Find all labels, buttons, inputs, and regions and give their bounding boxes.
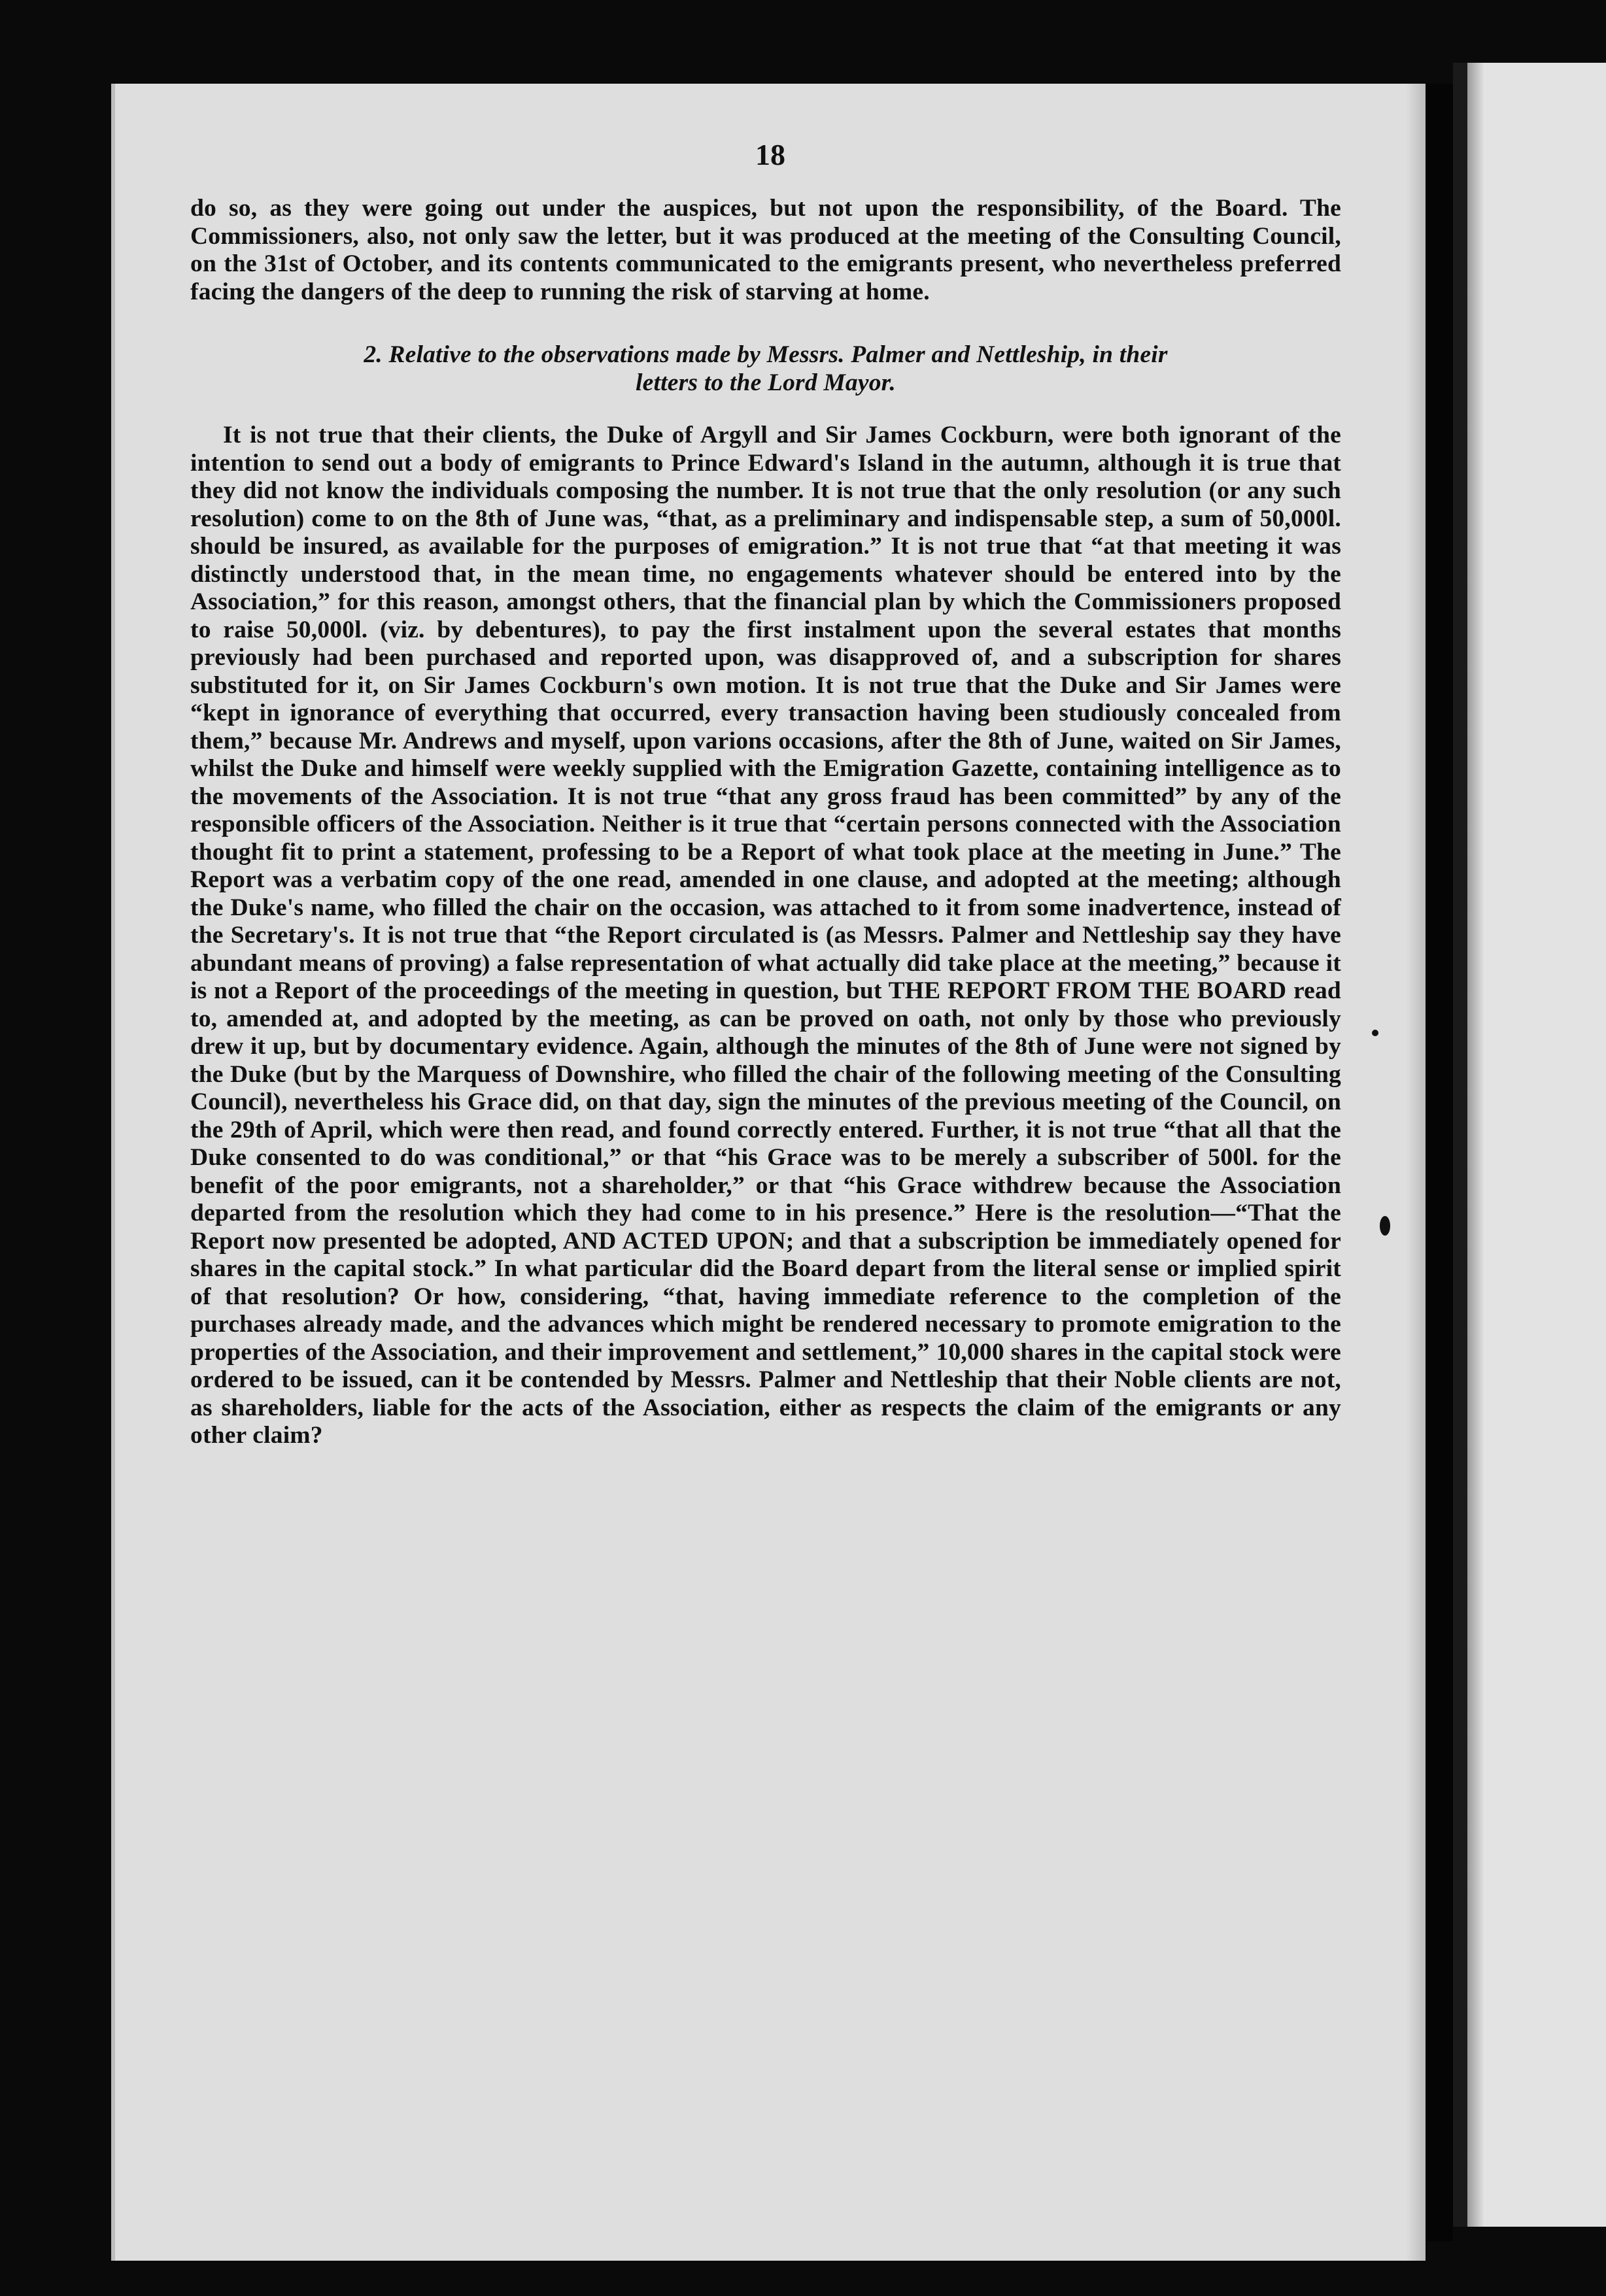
document-page — [111, 84, 1426, 2261]
page-text — [190, 195, 1341, 1450]
section-heading-line-2: letters to the Lord Mayor. — [636, 369, 896, 396]
ink-speck — [1380, 1216, 1390, 1236]
ink-speck — [1372, 1030, 1378, 1036]
page-number: 18 — [755, 138, 785, 171]
page-fold-shadow — [1467, 63, 1484, 2227]
binding-shadow — [1424, 84, 1453, 2241]
section-heading-line-1: 2. Relative to the observations made by Messrs. Palmer and Nettleship, in their — [364, 341, 1168, 368]
opening-paragraph: do so, as they were going out under the auspices, but not upon the responsibility, of the Board. The Commissioners, also, not only saw the letter, but it was produced at the meeting of the Consulting Council, on the 31st of October, and its contents communicated to the emigrants present, who nevertheless preferred facing the dangers of the deep to running the risk of starving at home. — [190, 195, 1341, 305]
body-paragraph: It is not true that their clients, the Duke of Argyll and Sir James Cockburn, were both ignorant of the intention to send out a body of emigrants to Prince Edward's Island in the autumn, although it is true that they did not know the individuals composing the number. It is not true that the only resolution (or any such resolution) come to on the 8th of June was, “that, as a preliminary and indispensable step, a sum of 50,000l. should be insured, as available for the purposes of emigration.” It is not true that “at that meeting it was distinctly understood that, in the mean time, no engagements whatever should be entered into by the Association,” for this reason, amongst others, that the financial plan by which the Commissioners proposed to raise 50,000l. (viz. by debentures), to pay the first instalment upon the several estates that months previously had been purchased and reported upon, was disapproved of, and a subscription for shares substituted for it, on Sir James Cockburn's own motion. It is not true that the Duke and Sir James were “kept in ignorance of everything that occurred, every transaction having been studiously concealed from them,” because Mr. Andrews and myself, upon varions occasions, after the 8th of June, waited on Sir James, whilst the Duke and himself were weekly supplied with the Emigration Gazette, containing intelligence as to the movements of the Association. It is not true “that any gross fraud has been committed” by any of the responsible officers of the Association. Neither is it true that “certain persons connected with the Association thought fit to print a statement, professing to be a Report of what took place at the meeting in June.” The Report was a verbatim copy of the one read, amended in one clause, and adopted at the meeting; although the Duke's name, who filled the chair on the occasion, was attached to it from some inadvertence, instead of the Secretary's. It is not true that “the Report circulated is (as Messrs. Palmer and Nettleship say they have abundant means of proving) a false representation of what actually did take place at the meeting,” because it is not a Report of the proceedings of the meeting in question, but THE REPORT FROM THE BOARD read to, amended at, and adopted by the meeting, as can be proved on oath, not only by those who previously drew it up, but by documentary evidence. Again, although the minutes of the 8th of June were not signed by the Duke (but by the Marquess of Downshire, who filled the chair of the following meeting of the Consulting Council), nevertheless his Grace did, on that day, sign the minutes of the previous meeting of the Council, on the 29th of April, which were then read, and found correctly entered. Further, it is not true “that all that the Duke consented to do was conditional,” or that “his Grace was to be merely a subscriber of 500l. for the benefit of the poor emigrants, not a shareholder,” or that “his Grace withdrew because the Association departed from the resolution which they had come to in his presence.” Here is the resolution—“That the Report now presented be adopted, AND ACTED UPON; and that a subscription be immediately opened for shares in the capital stock.” In what particular did the Board depart from the literal sense or implied spirit of that resolution? Or how, considering, “that, having immediate reference to the completion of the purchases already made, and the advances which might be rendered necessary to promote emigration to the properties of the Association, and their improvement and settlement,” 10,000 shares in the capital stock were ordered to be issued, can it be contended by Messrs. Palmer and Nettleship that their Noble clients are not, as shareholders, liable for the acts of the Association, either as respects the claim of the emigrants or any other claim? — [190, 422, 1341, 1449]
facing-page-edge — [1453, 63, 1606, 2227]
